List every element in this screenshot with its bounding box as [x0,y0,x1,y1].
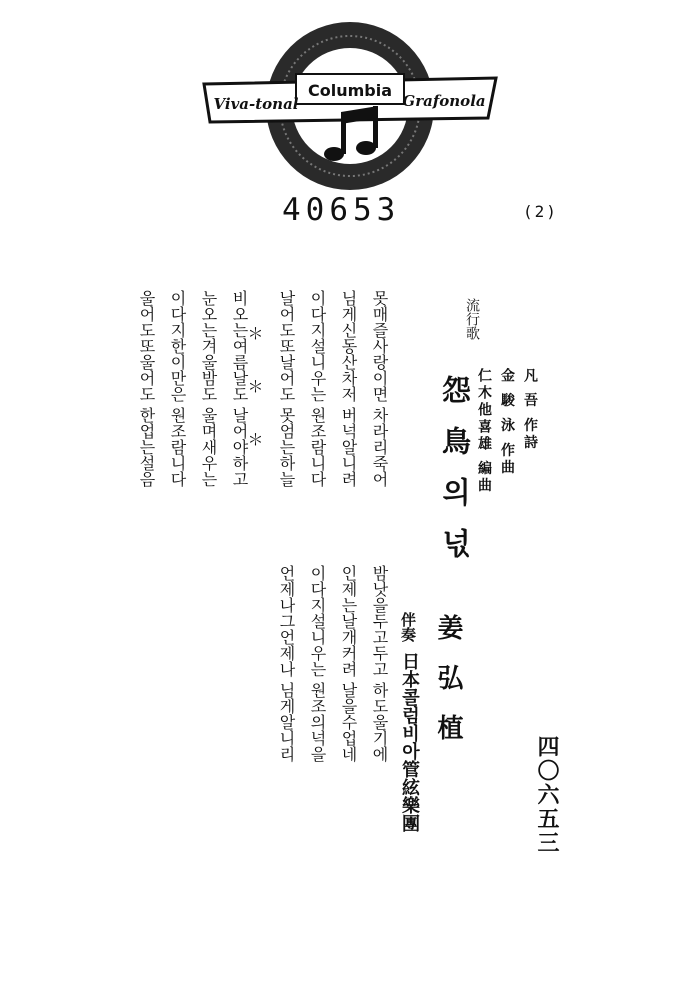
logo-right-text: Grafonola [402,92,486,110]
verse1-line2: 님게신동산차저 버넉알니려 [339,290,358,488]
verse1-line1: 못매즐사랑이면 차라리죽어 [370,290,389,488]
verse2-line3: 이다지설니우는 원조의넉을 [308,565,327,763]
genre-label: 流行歌 [464,298,480,340]
singer-name: 姜弘植 [433,614,463,764]
columbia-logo [200,18,500,193]
logo-center-text: Columbia [307,81,393,100]
verse3-line2: 눈오는겨울밤도 울며새우는 [199,290,218,488]
verse2-line1: 밤낫을두고두고 하도울기에 [370,565,389,763]
logo-left-text: Viva-tonal [213,95,299,113]
verse3-line1: 비오는여름날도 날어야하고 [230,290,249,488]
accompaniment-label: 伴奏 [399,612,417,642]
song-title: 怨鳥의넋 [438,375,472,579]
verse3-line3: 이다지한이만은 원조람니다 [168,290,187,488]
credit-composer: 金 駿 泳 作曲 [499,368,515,477]
credit-lyricist: 凡 吾 作詩 [522,368,538,452]
orchestra-name: 日本콜럼비아管絃樂團 [399,652,420,832]
verse-separator: ＊ ＊ ＊ [245,325,264,464]
catalog-number: 40653 [282,192,401,228]
side-number: (2) [523,202,558,221]
verse3-line4: 울어도또울어도 한업는설음 [137,290,156,488]
verse2-line2: 인제는날개커려 날을수업네 [339,565,358,763]
credit-arranger: 仁木他喜雄 編曲 [476,368,492,495]
verse1-line3: 이다지설니우는 원조람니다 [308,290,327,488]
verse2-line4: 언제나그언제나 님게알니리 [277,565,296,763]
catalog-kanji: 四〇六五三 [534,735,560,855]
verse1-line4: 날어도또날어도 못엄는하늘 [277,290,296,488]
